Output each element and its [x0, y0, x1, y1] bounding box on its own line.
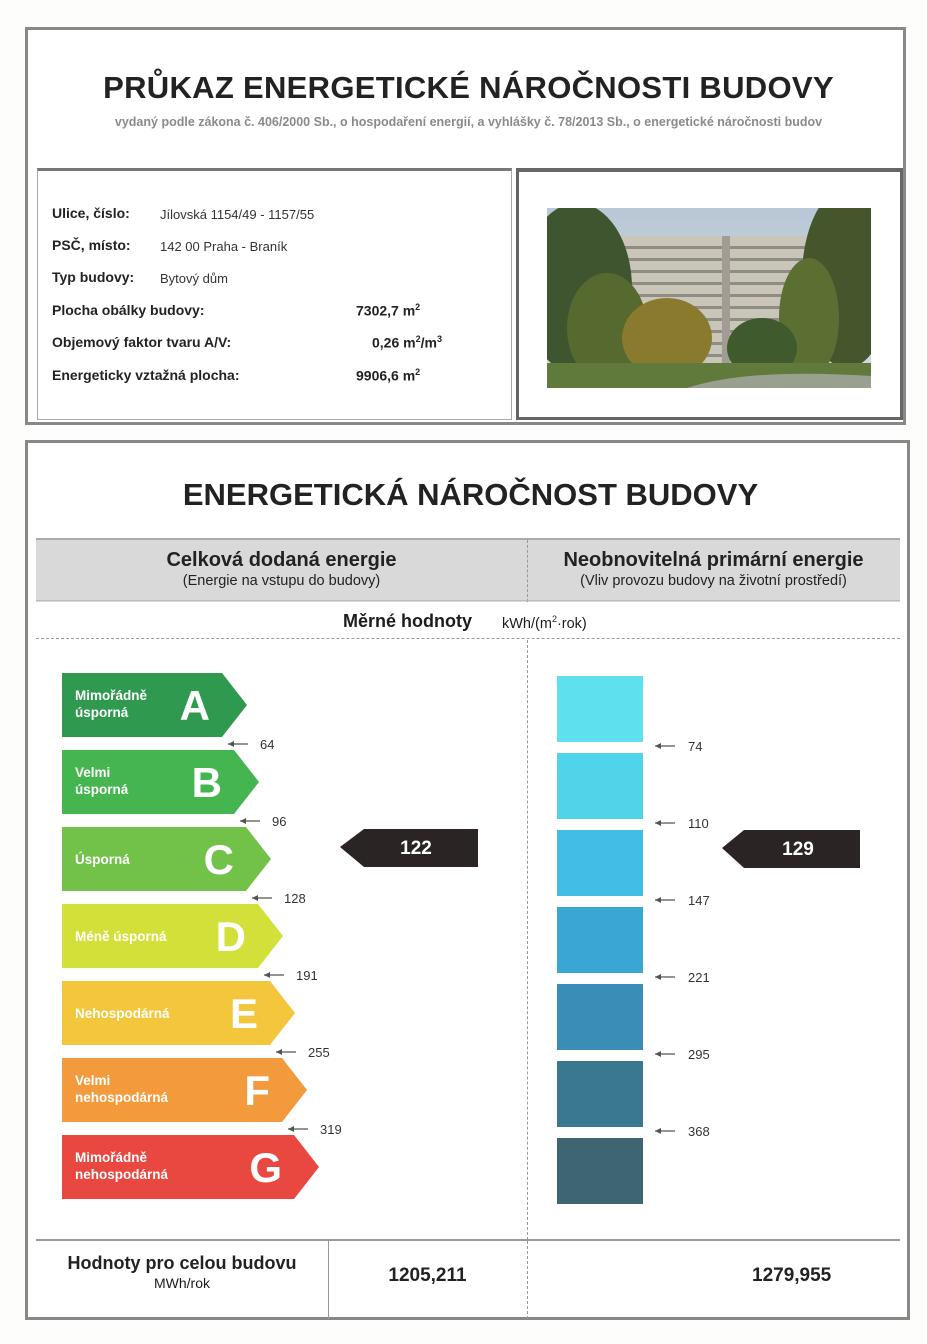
reference-area-value: 9906,6 $m^2$ — [356, 367, 421, 384]
right-limit-arrowhead — [655, 1128, 661, 1134]
right-limit-label: 368 — [688, 1124, 710, 1139]
class-name-g: Mimořádně — [75, 1150, 148, 1165]
right-limit-arrowhead — [655, 974, 661, 980]
class-name-2-f: nehospodárná — [75, 1090, 169, 1105]
reference-area-label: Energeticky vztažná plocha: — [52, 367, 240, 383]
primary-energy-band-4 — [557, 907, 643, 973]
right-limit-label: 74 — [688, 739, 703, 754]
left-limit-label: 64 — [260, 737, 275, 752]
primary-energy-band-5 — [557, 984, 643, 1050]
class-name-a: Mimořádně — [75, 688, 148, 703]
class-name-f: Velmi — [75, 1073, 111, 1088]
units-label: Měrné hodnoty — [343, 611, 472, 631]
building-details — [37, 168, 512, 420]
right-limit-label: 110 — [688, 816, 709, 831]
left-heading: Celková dodaná energie — [166, 549, 397, 571]
class-letter-f: F — [244, 1067, 270, 1114]
right-value-label: 129 — [782, 839, 814, 860]
envelope-area-label: Plocha obálky budovy: — [52, 302, 205, 318]
certificate-title: PRŮKAZ ENERGETICKÉ NÁROČNOSTI BUDOVY — [103, 70, 834, 105]
class-name-d: Méně úsporná — [75, 929, 167, 944]
section-title: ENERGETICKÁ NÁROČNOST BUDOVY — [182, 477, 759, 512]
energy-performance-card — [25, 440, 910, 1320]
building-photo — [547, 208, 871, 388]
left-value-label: 122 — [400, 838, 432, 859]
certificate-subtitle: vydaný podle zákona č. 406/2000 Sb., o hospodaření energií, a vyhlášky č. 78/2013 Sb., o energetické náročnosti budov — [114, 115, 823, 129]
right-limit-arrowhead — [655, 820, 661, 826]
building-type-value: Bytový dům — [160, 271, 228, 286]
class-name-e: Nehospodárná — [75, 1006, 170, 1021]
primary-energy-band-1 — [557, 676, 643, 742]
class-name-b: Velmi — [75, 765, 111, 780]
left-limit-label: 319 — [320, 1122, 342, 1137]
building-info-card — [25, 27, 906, 425]
primary-energy-band-2 — [557, 753, 643, 819]
shape-factor-label: Objemový faktor tvaru A/V: — [52, 334, 232, 350]
right-subheading: (Vliv provozu budovy na životní prostředí) — [580, 573, 847, 589]
footer-right-value: 1279,955 — [752, 1265, 832, 1286]
footer-row — [36, 1239, 900, 1319]
left-subheading: (Energie na vstupu do budovy) — [182, 573, 381, 589]
primary-energy-band-3 — [557, 830, 643, 896]
class-letter-a: A — [179, 682, 210, 729]
class-letter-c: C — [203, 836, 234, 883]
footer-unit: MWh/rok — [154, 1275, 210, 1291]
left-limit-arrowhead — [252, 895, 258, 901]
right-limit-label: 295 — [688, 1047, 710, 1062]
footer-left-value: 1205,211 — [388, 1265, 467, 1286]
city-value: 142 00 Praha - Braník — [160, 239, 288, 254]
class-letter-g: G — [249, 1144, 282, 1191]
left-limit-label: 96 — [272, 814, 287, 829]
primary-energy-band-6 — [557, 1061, 643, 1127]
left-limit-arrowhead — [276, 1049, 282, 1055]
energy-scales — [28, 443, 907, 1317]
footer-left-cell — [328, 1241, 528, 1319]
footer-right-cell — [527, 1241, 900, 1319]
footer-label: Hodnoty pro celou budovu — [67, 1253, 297, 1273]
building-type-label: Typ budovy: — [52, 269, 135, 285]
right-limit-arrowhead — [655, 1051, 661, 1057]
units-value: kWh/$(m^2\cdot rok)$ — [502, 614, 587, 632]
building-photo-frame — [516, 168, 903, 420]
street-value: Jílovská 1154/49 - 1157/55 — [160, 207, 315, 222]
right-limit-arrowhead — [655, 897, 661, 903]
street-label: Ulice, číslo: — [52, 205, 130, 221]
city-label: PSČ, místo: — [52, 237, 131, 253]
class-letter-d: D — [215, 913, 246, 960]
envelope-area-value: 7302,7 $m^2$ — [356, 302, 421, 319]
class-name-2-a: úsporná — [75, 705, 129, 720]
left-limit-arrowhead — [240, 818, 246, 824]
left-limit-arrowhead — [288, 1126, 294, 1132]
left-limit-label: 255 — [308, 1045, 330, 1060]
left-limit-label: 191 — [296, 968, 318, 983]
footer-label-cell — [36, 1241, 329, 1319]
class-name-c: Úsporná — [75, 852, 130, 867]
right-limit-label: 221 — [688, 970, 710, 985]
right-limit-arrowhead — [655, 743, 661, 749]
class-letter-e: E — [229, 990, 258, 1037]
class-name-2-g: nehospodárná — [75, 1167, 169, 1182]
left-limit-arrowhead — [264, 972, 270, 978]
class-letter-b: B — [191, 759, 222, 806]
left-limit-arrowhead — [228, 741, 234, 747]
left-limit-label: 128 — [284, 891, 306, 906]
class-name-2-b: úsporná — [75, 782, 129, 797]
right-limit-label: 147 — [688, 893, 710, 908]
primary-energy-band-7 — [557, 1138, 643, 1204]
shape-factor-value: 0,26 $m^2/m^3$ — [372, 334, 442, 351]
right-heading: Neobnovitelná primární energie — [563, 549, 864, 571]
